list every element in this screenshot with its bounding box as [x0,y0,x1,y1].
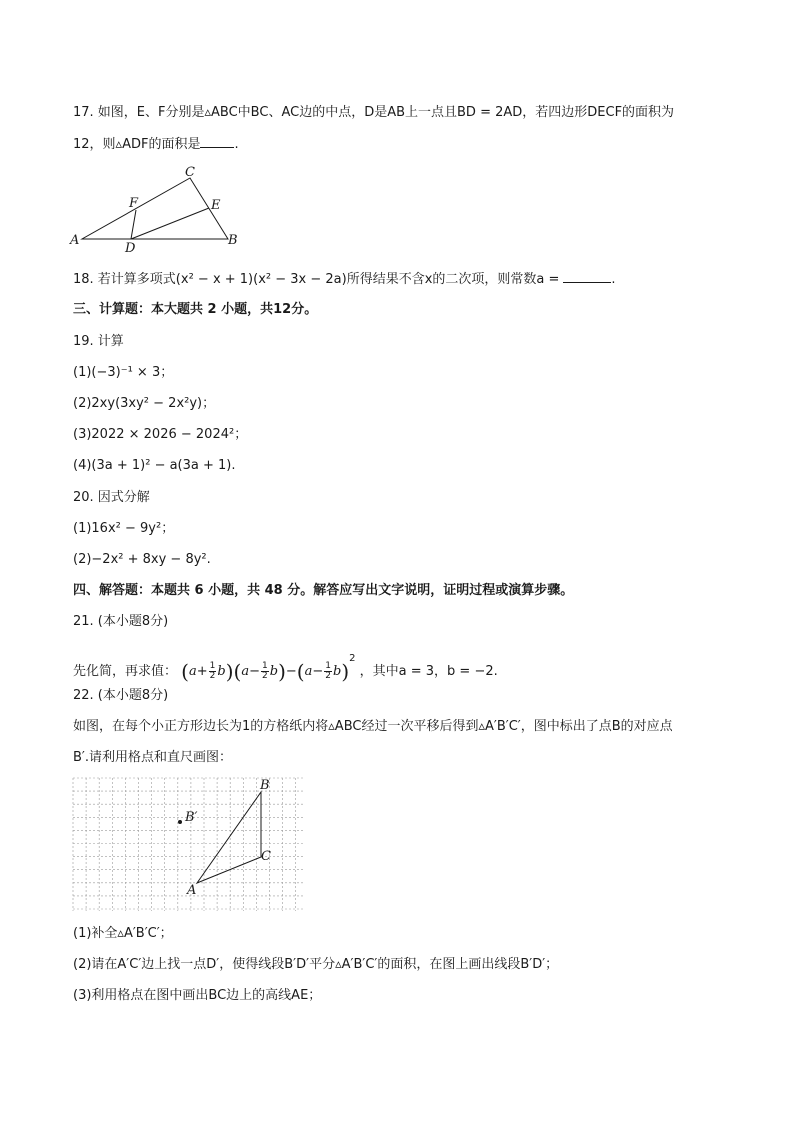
var-a: a [241,664,250,679]
q21-suffix: ，其中a = 3，b = −2. [359,664,498,679]
q20-item-2: (2)−2x² + 8xy − 8y². [73,552,211,567]
fraction-half: $\frac{1}{2}$ [209,661,216,681]
label-e: E [211,198,221,213]
exponent: 2 [349,653,356,664]
label-c: C [185,165,195,180]
q22-item-1: (1)补全▵A′B′C′； [73,926,173,941]
section4-heading: 四、解答题：本题共 6 小题，共 48 分。解答应写出文字说明，证明过程或演算步骤。 [73,583,574,598]
label-d: D [125,241,136,256]
plus-sign: + [196,664,208,679]
answer-blank [200,135,234,148]
label-c: C [261,849,271,864]
triangle-figure [70,160,250,256]
q18-end: . [611,272,616,287]
label-b-prime: B′ [185,810,198,825]
q17-line2 [73,135,239,154]
segment-de [131,208,209,239]
answer-blank [563,270,611,283]
var-b: b [217,664,226,679]
q21-expression-line: 先化简，再求值： (a+ $\frac{1}{2}$ b)(a− $\frac{1}{2}$ b)−(a− $\frac{1}{2}$ b)$^2$ ，其中a = 3，b = −2. [73,653,498,684]
q17-line2-text: 12，则▵ADF的面积是 [73,137,201,152]
q19-item-4: (4)(3a + 1)² − a(3a + 1). [73,458,236,473]
q20-title: 20. 因式分解 [73,490,150,505]
q21-title: 21. (本小题8分) [73,614,169,629]
q17-line2-end: . [234,137,239,152]
q19-item-1: (1)(−3)⁻¹ × 3； [73,365,174,380]
q21-prefix: 先化简，再求值： [73,664,178,679]
q22-title: 22. (本小题8分) [73,688,169,703]
triangle-abc-grid [197,792,261,883]
minus-sign: − [249,664,260,679]
q22-item-2: (2)请在A′C′边上找一点D′，使得线段B′D′平分▵A′B′C′的面积，在图上画出线段B′D′； [73,957,559,972]
fraction-half: $\frac{1}{2}$ [325,661,331,681]
q19-item-3: (3)2022 × 2026 − 2024²； [73,427,248,442]
minus-sign: − [285,664,297,679]
q22-line2: B′.请利用格点和直尺画图： [73,750,233,765]
fraction-half: $\frac{1}{2}$ [262,661,268,681]
var-a: a [188,664,197,679]
var-b: b [269,664,279,679]
q18-line [73,270,616,289]
grid-figure [73,778,305,912]
label-a: A [70,233,80,248]
q19-item-2: (2)2xy(3xy² − 2x²y)； [73,396,216,411]
var-a: a [304,664,313,679]
q17-line1: 17. 如图，E、F分别是▵ABC中BC、AC边的中点，D是AB上一点且BD = 2AD，若四边形DECF的面积为 [73,105,675,120]
label-a: A [187,883,197,898]
minus-sign: − [312,664,324,679]
segment-df [131,210,136,239]
var-b: b [333,664,342,679]
q19-title: 19. 计算 [73,334,124,349]
label-b: B [228,233,238,248]
point-b-prime [178,820,182,824]
section3-heading: 三、计算题：本大题共 2 小题，共12分。 [73,302,318,317]
q22-line1: 如图，在每个小正方形边长为1的方格纸内将▵ABC经过一次平移后得到▵A′B′C′，图中标出了点B的对应点 [73,719,673,734]
label-b: B [260,778,270,793]
q20-item-1: (1)16x² − 9y²； [73,521,175,536]
q18-text: 18. 若计算多项式(x² − x + 1)(x² − 3x − 2a)所得结果不含x的二次项，则常数a = [73,272,560,287]
label-f: F [129,196,139,211]
q22-item-3: (3)利用格点在图中画出BC边上的高线AE； [73,988,322,1003]
